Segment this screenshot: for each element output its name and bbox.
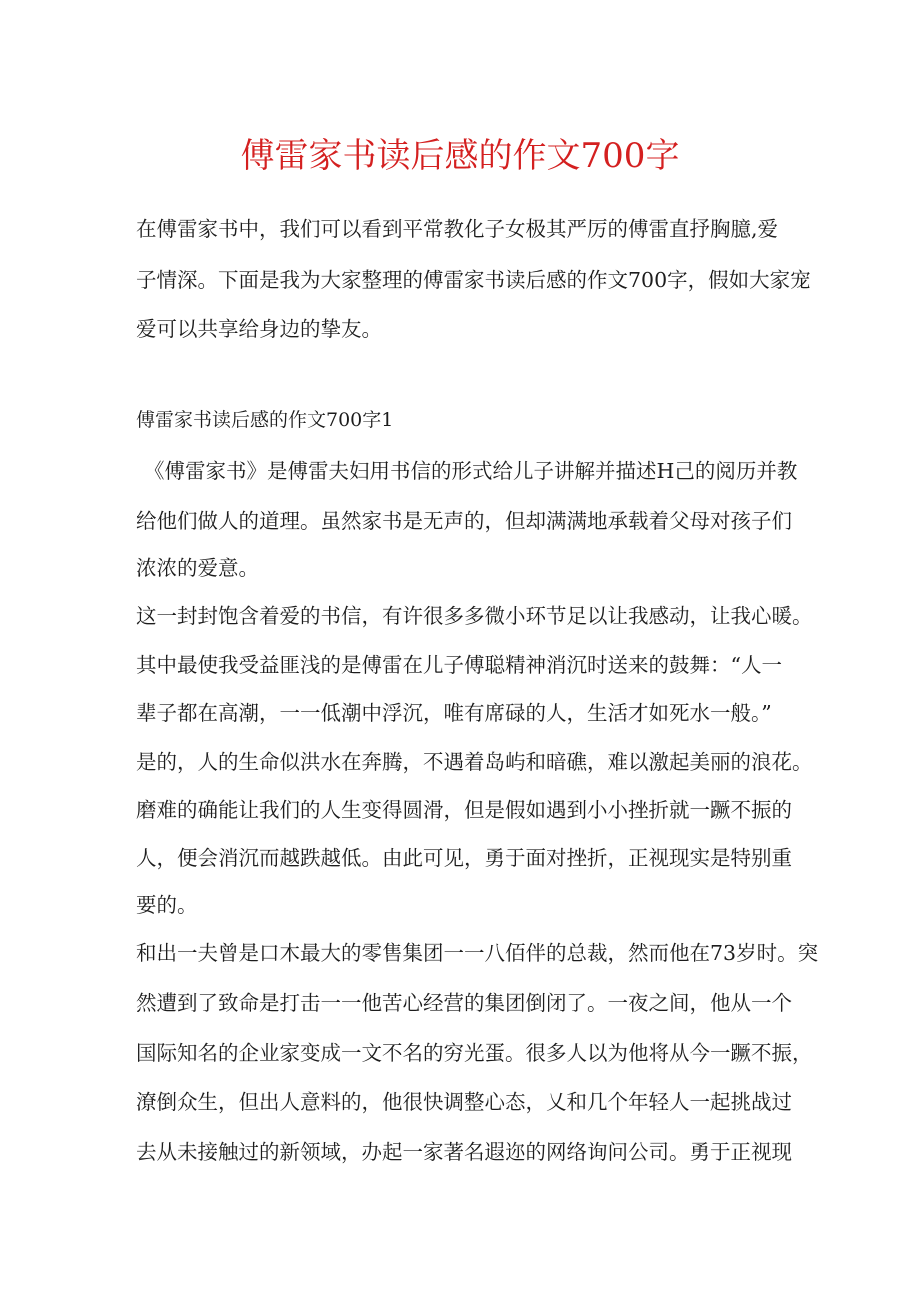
paragraph-line: 和出一夫曾是口木最大的零售集团一一八佰伴的总裁，然而他在73岁时。突	[136, 941, 819, 965]
paragraph-line: 浓浓的爱意。	[136, 556, 259, 580]
paragraph-line: 《傅雷家书》是傅雷夫妇用书信的形式给儿子讲解并描述H己的阅历并教	[144, 459, 798, 483]
paragraph-line: 爱可以共享给身边的挚友。	[136, 317, 382, 341]
paragraph-line: 是的，人的生命似洪水在奔腾，不遇着岛屿和暗礁，难以激起美丽的浪花。	[136, 750, 813, 774]
paragraph-line: 其中最使我受益匪浅的是傅雷在儿子傅聪精神消沉时送来的鼓舞：“人一	[136, 653, 782, 677]
section-heading: 傅雷家书读后感的作文700字1	[136, 409, 394, 431]
paragraph-line: 然遭到了致命是打击一一他苦心经营的集团倒闭了。一夜之间，他从一个	[136, 991, 792, 1015]
paragraph-line: 子情深。下面是我为大家整理的傅雷家书读后感的作文700字，假如大家宠	[136, 268, 811, 292]
paragraph-line: 在傅雷家书中，我们可以看到平常教化子女极其严厉的傅雷直抒胸臆,爱	[136, 217, 779, 241]
paragraph-line: 磨难的确能让我们的人生变得圆滑，但是假如遇到小小挫折就一蹶不振的	[136, 798, 792, 822]
paragraph-line: 这一封封饱含着爱的书信，有许很多多微小环节足以让我感动，让我心暖。	[136, 604, 813, 628]
paragraph-line: 国际知名的企业家变成一文不名的穷光蛋。很多人以为他将从今一蹶不振，	[136, 1041, 813, 1065]
document-title: 傅雷家书读后感的作文700字	[240, 136, 680, 176]
paragraph-line: 人，便会消沉而越跌越低。由此可见，勇于面对挫折，正视现实是特别重	[136, 846, 792, 870]
paragraph-line: 去从未接触过的新领域，办起一家著名遐迩的网络询问公司。勇于正视现	[136, 1140, 792, 1164]
paragraph-line: 潦倒众生，但出人意料的，他很快调整心态，乂和几个年轻人一起挑战过	[136, 1090, 792, 1114]
paragraph-line: 辈子都在高潮，一一低潮中浮沉，唯有席碌的人，生活才如死水一般。”	[136, 701, 772, 725]
paragraph-line: 要的。	[136, 893, 198, 917]
paragraph-line: 给他们做人的道理。虽然家书是无声的，但却满满地承载着父母对孩子们	[136, 509, 792, 533]
